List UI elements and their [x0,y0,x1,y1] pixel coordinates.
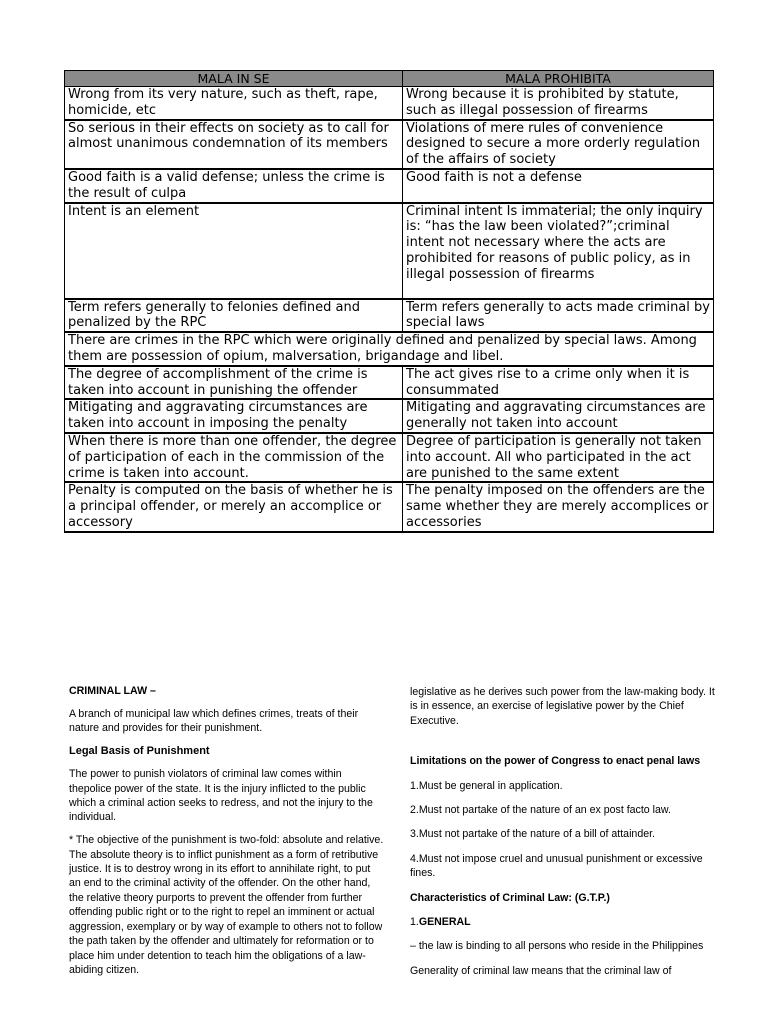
cell-mala-prohibita: Violations of mere rules of convenience designed to secure a more orderly regulation of the affairs of society [403,120,714,169]
criminal-law-definition: A branch of municipal law which defines crimes, treats of their nature and provides for their punishment. [69,707,359,735]
header-mala-in-se: MALA IN SE [65,71,403,87]
cell-mala-prohibita: Mitigating and aggravating circumstances are generally not taken into account [403,399,714,433]
table-row [65,433,714,482]
limitation-item: 3.Must not partake of the nature of a bill of attainder. [410,828,655,841]
table-header-row [65,71,714,87]
continued-paragraph: legislative as he derives such power from the law-making body. It is in essence, an exercise of legislative power by the Chief Executive. [410,686,715,727]
cell-mala-in-se: Penalty is computed on the basis of whether he is a principal offender, or merely an accomplice or accessory [65,482,403,531]
general-number: 1. [410,916,419,929]
mala-comparison-table [64,70,714,533]
left-text-column [69,684,385,986]
cell-mala-prohibita: Criminal intent Is immaterial; the only inquiry is: “has the law been violated?”;criminal intent not necessary where the acts are prohibited for reasons of public policy, as in illegal possession of firearms [403,203,714,299]
table-row [65,203,714,299]
table-row [65,299,714,333]
cell-mala-prohibita: The act gives rise to a crime only when it is consummated [403,366,714,400]
cell-mala-prohibita: Term refers generally to acts made criminal by special laws [403,299,714,333]
cell-mala-in-se: Term refers generally to felonies defined and penalized by the RPC [65,299,403,333]
table-row [65,482,714,531]
general-label: GENERAL [418,916,471,929]
table-row [65,87,714,120]
limitation-item: 1.Must be general in application. [410,779,563,792]
cell-mala-in-se: Intent is an element [65,203,403,299]
table-row [65,120,714,169]
legal-basis-paragraph: The power to punish violators of criminal law comes within thepolice power of the state. It is the injury inflicted to the public which a criminal action seeks to redress, and not the injury to the individual. [69,768,373,824]
cell-mala-in-se: When there is more than one offender, the degree of participation of each in the commission of the crime is taken into account. [65,433,403,482]
cell-mala-prohibita: The penalty imposed on the offenders are the same whether they are merely accomplices or accessories [403,482,714,531]
table-row [65,169,714,203]
objective-paragraph: * The objective of the punishment is two-fold: absolute and relative. The absolute theory is to inflict punishment as a form of retributive justice. It is to destroy wrong in its effort to annihilate right, to put an end to the criminal activity of the offender. On the other hand, the relative theory purports to prevent the offender from further offending public right or to the right to repel an imminent or actual aggression, exemplary or by way of example to others not to follow the path taken by the offender and ultimately for reformation or to place him under detention to teach him the obligations of a law-abiding citizen. [69,834,384,976]
criminal-law-title: CRIMINAL LAW – [69,685,156,697]
right-text-column [410,685,716,987]
general-paragraph: – the law is binding to all persons who reside in the Philippines [410,940,704,953]
table-row [65,366,714,400]
table-row-spanning [65,332,714,366]
legal-basis-heading: Legal Basis of Punishment [69,745,210,758]
characteristics-heading: Characteristics of Criminal Law: (G.T.P.) [410,891,610,904]
cell-mala-in-se: Mitigating and aggravating circumstances are taken into account in imposing the penalty [65,399,403,433]
cell-mala-prohibita: Good faith is not a defense [403,169,714,203]
cell-mala-prohibita: Degree of participation is generally not taken into account. All who participated in the act are punished to the same extent [403,433,714,482]
spanning-note-cell: There are crimes in the RPC which were originally defined and penalized by special laws. Among them are possession of opium, malversation, brigandage and libel. [65,332,714,366]
cell-mala-in-se: Wrong from its very nature, such as theft, rape, homicide, etc [65,87,403,120]
cell-mala-in-se: The degree of accomplishment of the crime is taken into account in punishing the offender [65,366,403,400]
table-row [65,399,714,433]
limitations-heading: Limitations on the power of Congress to enact penal laws [410,755,701,768]
limitation-item: 2.Must not partake of the nature of an ex post facto law. [410,804,671,817]
header-mala-prohibita: MALA PROHIBITA [403,71,714,87]
limitation-item: 4.Must not impose cruel and unusual punishment or excessive fines. [410,852,703,880]
cell-mala-prohibita: Wrong because it is prohibited by statute, such as illegal possession of firearms [403,87,714,120]
cell-mala-in-se: Good faith is a valid defense; unless the crime is the result of culpa [65,169,403,203]
cell-mala-in-se: So serious in their effects on society as to call for almost unanimous condemnation of its members [65,120,403,169]
general-heading [410,915,716,929]
generality-paragraph: Generality of criminal law means that the criminal law of [410,964,672,977]
